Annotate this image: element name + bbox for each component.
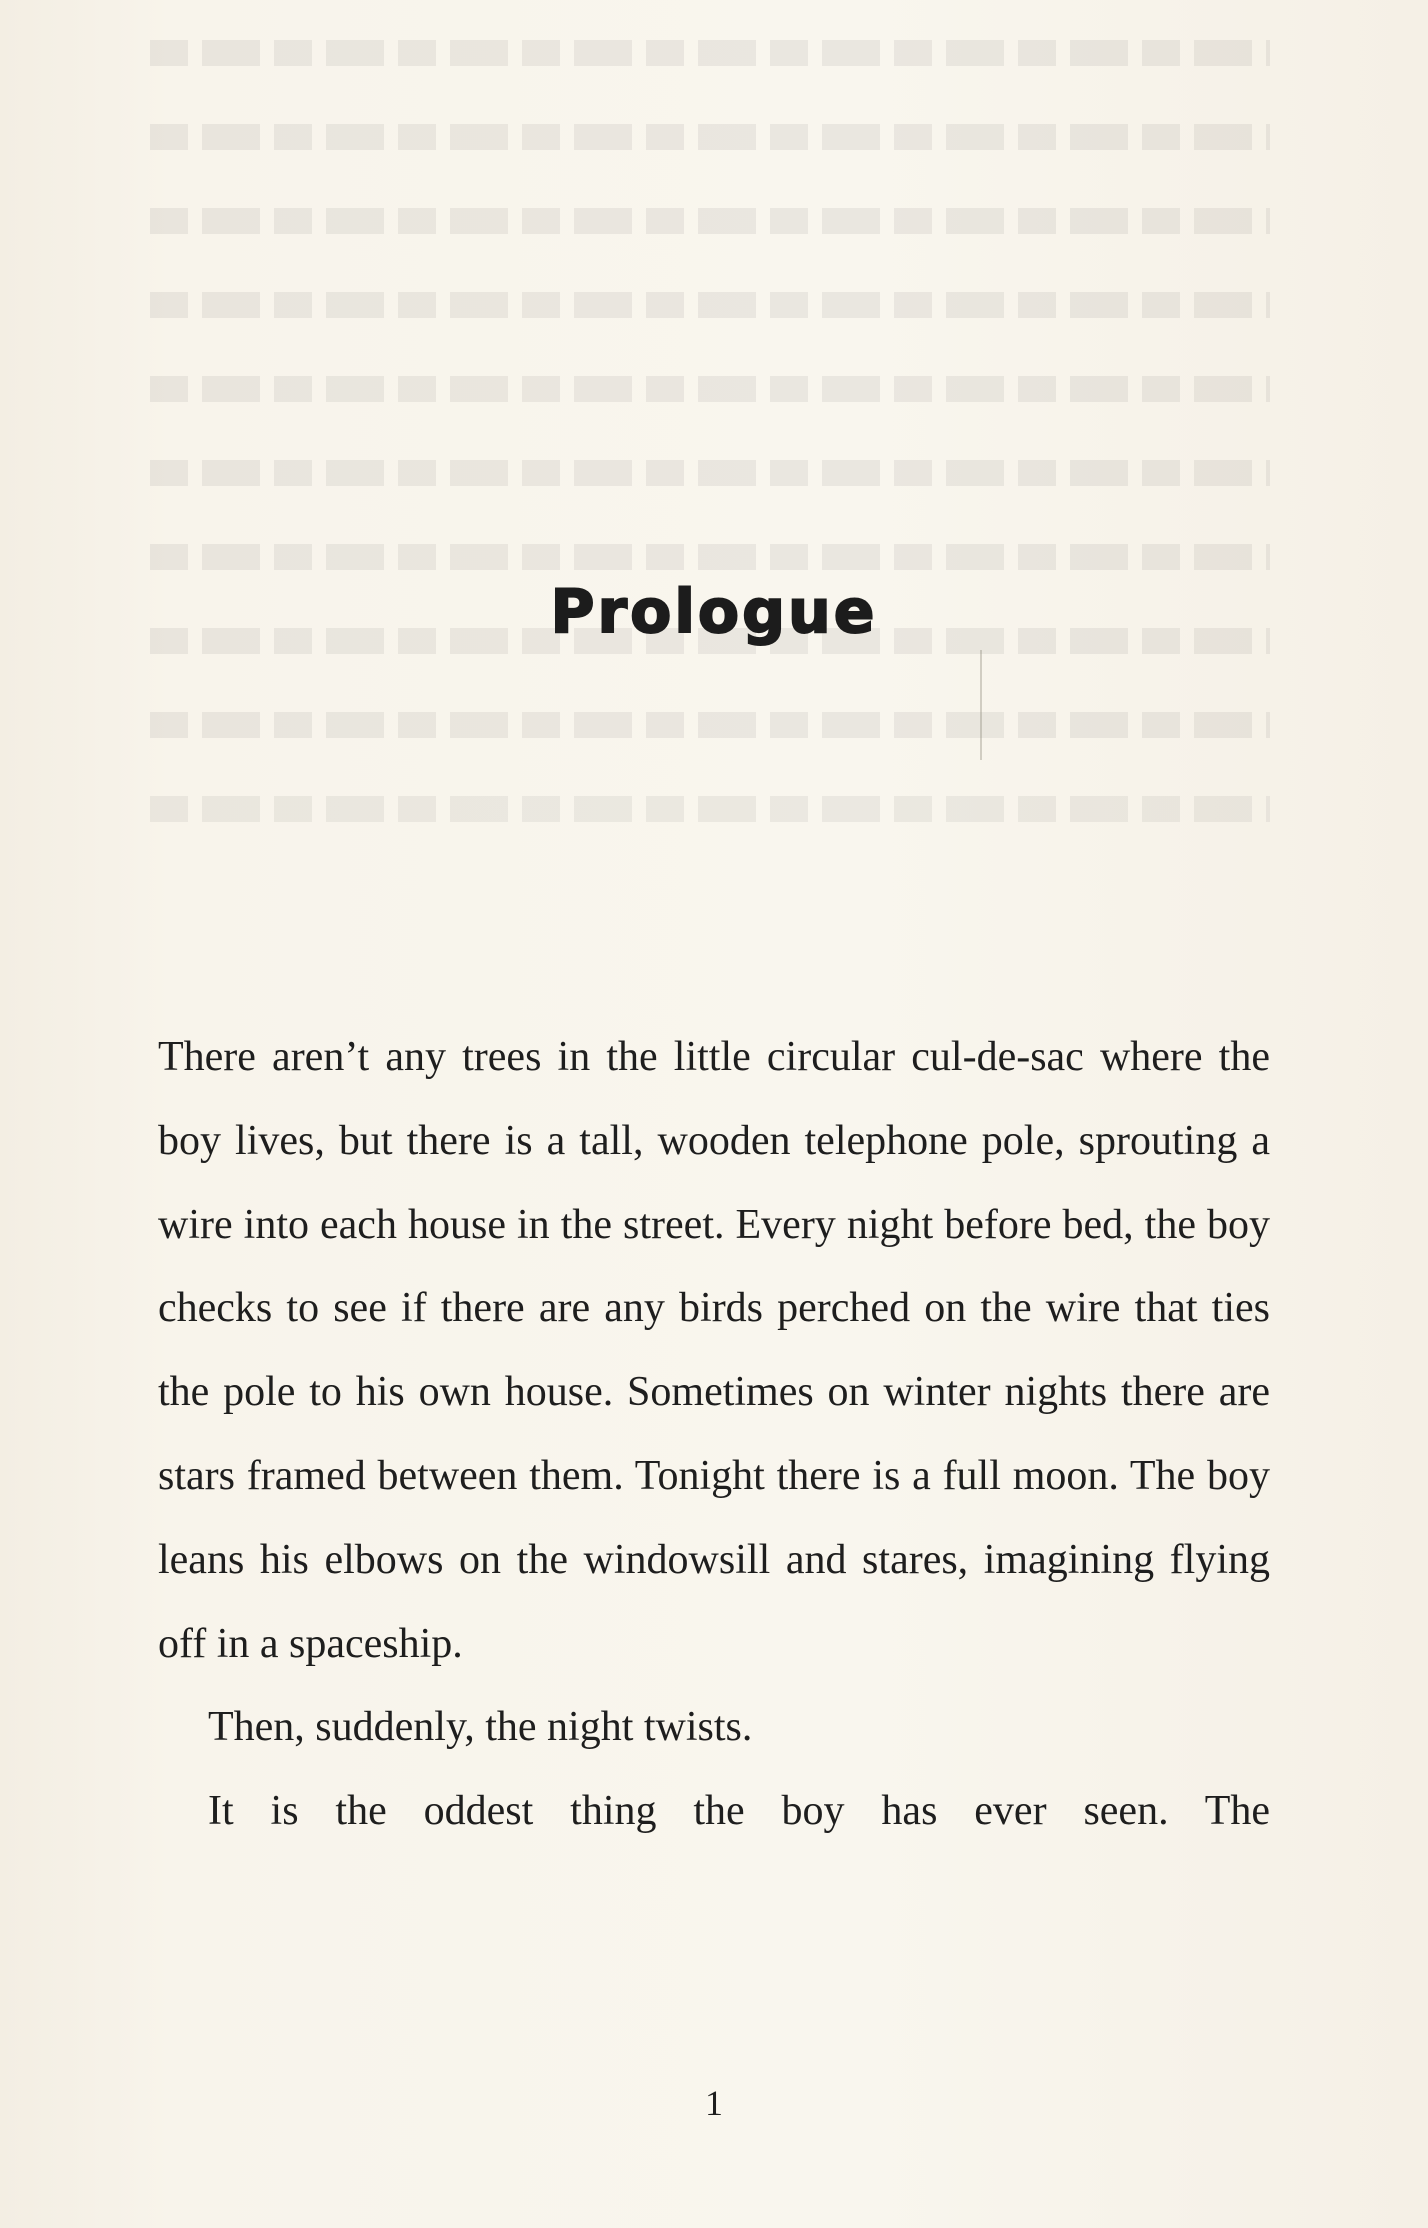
chapter-heading: Prologue xyxy=(550,577,878,647)
reverse-side-show-through xyxy=(150,40,1270,920)
paper-mark xyxy=(980,650,982,760)
paragraph-1: There aren’t any trees in the little circular cul-de-sac where the boy lives, but there is a tall, wooden telephone pole, sprouting a wire into each house in the street. Every night before bed, the boy checks to see if there are any birds perched on the wire that ties the pole to his own house. Sometimes on winter nights there are stars framed between them. Tonight there is a full moon. The boy leans his elbows on the windowsill and stares, imagining flying off in a spaceship. xyxy=(158,1034,1270,1667)
paragraph-3: It is the oddest thing the boy has ever seen. The xyxy=(208,1788,1270,1835)
paragraph-2: Then, suddenly, the night twists. xyxy=(208,1704,753,1751)
body-text xyxy=(158,1016,1270,1854)
page-number: 1 xyxy=(705,2083,723,2123)
